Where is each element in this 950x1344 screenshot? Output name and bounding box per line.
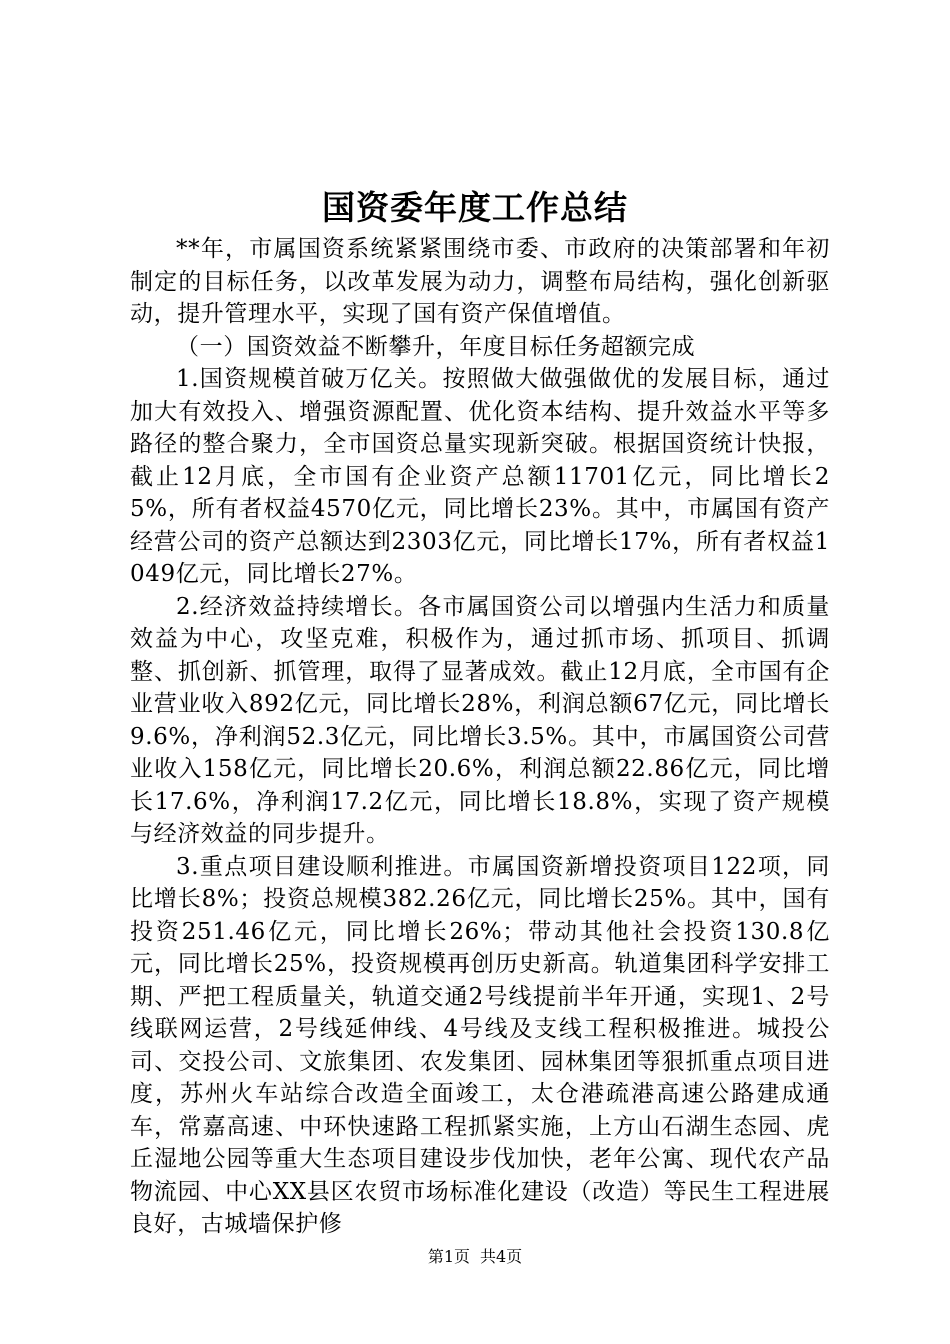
- page-total: 共4页: [480, 1247, 523, 1266]
- intro-paragraph: **年，市属国资系统紧紧围绕市委、市政府的决策部署和年初制定的目标任务，以改革发展为动力，调整布局结构，强化创新驱动，提升管理水平，实现了国有资产保值增值。: [130, 236, 830, 327]
- section-heading: （一）国资效益不断攀升，年度目标任务超额完成: [176, 333, 696, 360]
- page-footer: [0, 1246, 950, 1268]
- page-number: 第1页: [427, 1247, 470, 1266]
- document-title: 国资委年度工作总结: [322, 188, 628, 227]
- document-body: [130, 233, 830, 1241]
- paragraph-key-projects: 3.重点项目建设顺利推进。市属国资新增投资项目122项，同比增长8%；投资总规模382.26亿元，同比增长25%。其中，国有投资251.46亿元，同比增长26%；带动其他社会投资130.8亿元，同比增长25%，投资规模再创历史新高。轨道集团科学安排工期、严把工程质量关，轨道交通2号线提前半年开通，实现1、2号线联网运营，2号线延伸线、4号线及支线工程积极推进。城投公司、交投公司、文旅集团、农发集团、园林集团等狠抓重点项目进度，苏州火车站综合改造全面竣工，太仓港疏港高速公路建成通车，常嘉高速、中环快速路工程抓紧实施，上方山石湖生态园、虎丘湿地公园等重大生态项目建设步伐加快，老年公寓、现代农产品物流园、中心XX县区农贸市场标准化建设（改造）等民生工程进展良好，古城墙保护修: [130, 853, 830, 1237]
- paragraph-economic-benefit: 2.经济效益持续增长。各市属国资公司以增强内生活力和质量效益为中心，攻坚克难，积极作为，通过抓市场、抓项目、抓调整、抓创新、抓管理，取得了显著成效。截止12月底，全市国有企业营业收入892亿元，同比增长28%，利润总额67亿元，同比增长9.6%，净利润52.3亿元，同比增长3.5%。其中，市属国资公司营业收入158亿元，同比增长20.6%，利润总额22.86亿元，同比增长17.6%，净利润17.2亿元，同比增长18.8%，实现了资产规模与经济效益的同步提升。: [130, 593, 830, 847]
- paragraph-asset-scale: 1.国资规模首破万亿关。按照做大做强做优的发展目标，通过加大有效投入、增强资源配置、优化资本结构、提升效益水平等多路径的整合聚力，全市国资总量实现新突破。根据国资统计快报，截止12月底，全市国有企业资产总额11701亿元，同比增长25%，所有者权益4570亿元，同比增长23%。其中，市属国有资产经营公司的资产总额达到2303亿元，同比增长17%，所有者权益1049亿元，同比增长27%。: [130, 366, 830, 587]
